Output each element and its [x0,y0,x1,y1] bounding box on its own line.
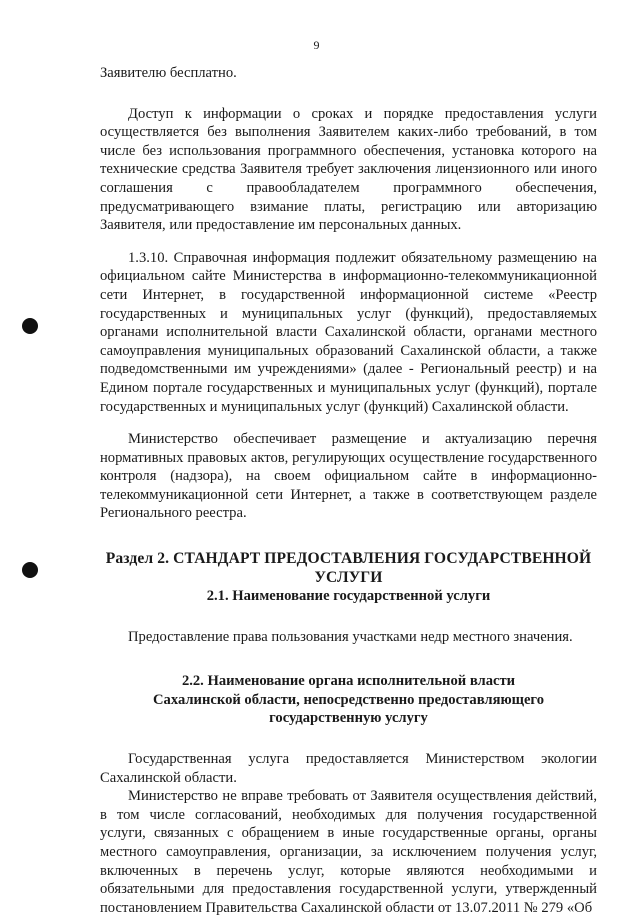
punch-hole-mark [22,318,38,334]
subsection-2-2-heading-line: Сахалинской области, непосредственно предоставляющего [153,691,544,708]
page-number: 9 [313,38,320,52]
paragraph-service-provider: Государственная услуга предоставляется Министерством экологии Сахалинской области. [100,751,597,786]
paragraph-ministry-publishes: Министерство обеспечивает размещение и актуализацию перечня нормативных правовых актов, регулирующих осуществление государственного контроля (надзора), на своем официальном сайте в информационно-телекоммуникационной сети Интернет, а также в соответствующем разделе Регионального реестра. [100,431,597,522]
section-2-heading: Раздел 2. СТАНДАРТ ПРЕДОСТАВЛЕНИЯ ГОСУДАРСТВЕННОЙ УСЛУГИ [105,550,592,587]
subsection-2-2-heading-line: 2.2. Наименование органа исполнительной власти [181,673,516,690]
paragraph-service-name: Предоставление права пользования участками недр местного значения. [128,628,573,645]
document-body [100,64,597,917]
paragraph-access-info: Доступ к информации о сроках и порядке предоставления услуги осуществляется без выполнения Заявителем каких-либо требований, в том числе без использования программного обеспечения, установка которого на технические средства Заявителя требует заключения лицензионного или иного соглашения с правообладателем программного обеспечения, предусматривающего взимание платы, регистрацию или авторизацию Заявителя, или предоставление им персональных данных. [100,105,597,234]
subsection-2-2-heading-line: государственную услугу [269,710,428,727]
paragraph-ministry-restrictions: Министерство не вправе требовать от Заявителя осуществления действий, в том числе согласований, необходимых для получения государственной услуги, связанных с обращением в иные государственные органы, органы местного самоуправления, организации, за исключением получения услуг, включенных в перечень услуг, которые являются необходимыми и обязательными для предоставления государственной услуги, утвержденный постановлением Правительства Сахалинской области от 13.07.2011 № 279 «Об [100,788,597,916]
subsection-2-1-heading: 2.1. Наименование государственной услуги [206,588,491,605]
punch-hole-mark [22,562,38,578]
subsection-2-2-heading [100,672,597,728]
paragraph-1-3-10: 1.3.10. Справочная информация подлежит обязательному размещению на официальном сайте Министерства в информационно-телекоммуникационной сети Интернет, в государственной информационной системе «Реестр государственных и муниципальных услуг (функций), предоставляемых органами исполнительной власти Сахалинской области, органами местного самоуправления муниципальных образований Сахалинской области, а также подведомственными им учреждениями» (далее - Региональный реестр) и на Едином портале государственных и муниципальных услуг (функций), портале государственных и муниципальных услуг (функций) Сахалинской области. [100,249,597,415]
paragraph-continuation: Заявителю бесплатно. [100,65,237,81]
